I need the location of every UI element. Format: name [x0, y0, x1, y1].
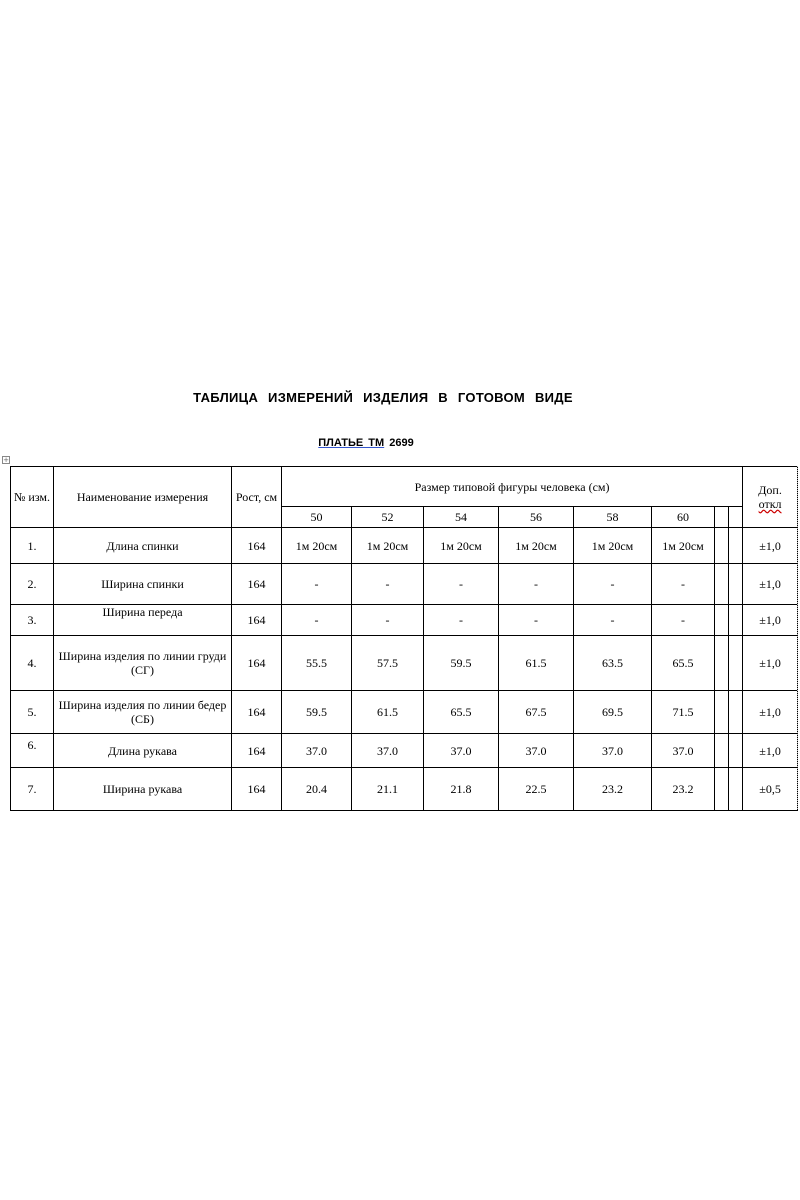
- product-number: 2699: [389, 437, 414, 449]
- empty-cell: [729, 564, 743, 605]
- row-value-cell: 37.0: [424, 734, 499, 768]
- row-value-cell: -: [652, 605, 715, 636]
- row-num-cell: 1.: [11, 528, 54, 564]
- row-value-cell: 67.5: [499, 691, 574, 734]
- row-value-cell: 59.5: [282, 691, 352, 734]
- row-name-cell: Ширина переда: [54, 605, 232, 636]
- row-value-cell: 37.0: [499, 734, 574, 768]
- row-value-cell: 22.5: [499, 768, 574, 811]
- row-value-cell: -: [282, 605, 352, 636]
- table-header-row: [11, 467, 798, 507]
- row-value-cell: 59.5: [424, 636, 499, 691]
- row-value-cell: -: [424, 564, 499, 605]
- table-row: [11, 605, 798, 636]
- row-name-cell: Длина спинки: [54, 528, 232, 564]
- row-name-cell: Ширина изделия по линии груди (СГ): [54, 636, 232, 691]
- header-tolerance-line2: откл: [758, 497, 782, 511]
- size-header-cell: 52: [352, 507, 424, 528]
- table-row: [11, 768, 798, 811]
- header-tolerance-line1: Доп.: [758, 483, 782, 497]
- row-value-cell: 63.5: [574, 636, 652, 691]
- row-tolerance-cell: ±0,5: [743, 768, 798, 811]
- row-tolerance-cell: ±1,0: [743, 564, 798, 605]
- row-value-cell: 21.8: [424, 768, 499, 811]
- row-name-cell: Ширина спинки: [54, 564, 232, 605]
- row-value-cell: 65.5: [652, 636, 715, 691]
- header-num: № изм.: [11, 467, 54, 528]
- row-value-cell: -: [574, 605, 652, 636]
- empty-size-cell: [729, 507, 743, 528]
- empty-cell: [715, 636, 729, 691]
- empty-size-cell: [715, 507, 729, 528]
- row-height-cell: 164: [232, 768, 282, 811]
- row-value-cell: 1м 20см: [282, 528, 352, 564]
- empty-cell: [715, 528, 729, 564]
- row-value-cell: 57.5: [352, 636, 424, 691]
- table-move-handle-icon[interactable]: +: [3, 456, 9, 464]
- table-row: [11, 691, 798, 734]
- row-tolerance-cell: ±1,0: [743, 636, 798, 691]
- row-value-cell: 37.0: [574, 734, 652, 768]
- empty-cell: [729, 691, 743, 734]
- row-value-cell: 1м 20см: [652, 528, 715, 564]
- size-header-cell: 50: [282, 507, 352, 528]
- header-size-group: Размер типовой фигуры человека (см): [282, 467, 743, 507]
- size-header-cell: 54: [424, 507, 499, 528]
- size-header-cell: 56: [499, 507, 574, 528]
- document-title: ТАБЛИЦА ИЗМЕРЕНИЙ ИЗДЕЛИЯ В ГОТОВОМ ВИДЕ: [193, 390, 573, 405]
- empty-cell: [715, 768, 729, 811]
- empty-cell: [729, 636, 743, 691]
- row-height-cell: 164: [232, 734, 282, 768]
- table-body: [11, 528, 798, 811]
- row-value-cell: 65.5: [424, 691, 499, 734]
- row-num-cell: 5.: [11, 691, 54, 734]
- row-num-cell: 2.: [11, 564, 54, 605]
- row-value-cell: -: [282, 564, 352, 605]
- row-value-cell: 55.5: [282, 636, 352, 691]
- row-value-cell: -: [352, 564, 424, 605]
- row-value-cell: 71.5: [652, 691, 715, 734]
- measurement-table: [10, 466, 798, 811]
- row-tolerance-cell: ±1,0: [743, 691, 798, 734]
- empty-cell: [715, 605, 729, 636]
- row-value-cell: -: [499, 564, 574, 605]
- row-value-cell: -: [652, 564, 715, 605]
- row-name-cell: Ширина рукава: [54, 768, 232, 811]
- row-value-cell: 61.5: [352, 691, 424, 734]
- product-name: ПЛАТЬЕ ТМ: [318, 437, 385, 449]
- product-subtitle: [0, 437, 732, 449]
- row-value-cell: -: [424, 605, 499, 636]
- row-value-cell: -: [499, 605, 574, 636]
- row-value-cell: 23.2: [574, 768, 652, 811]
- row-name-cell: Ширина изделия по линии бедер (СБ): [54, 691, 232, 734]
- row-num-cell: 7.: [11, 768, 54, 811]
- row-value-cell: 1м 20см: [424, 528, 499, 564]
- row-height-cell: 164: [232, 564, 282, 605]
- row-name-cell: Длина рукава: [54, 734, 232, 768]
- row-value-cell: 37.0: [652, 734, 715, 768]
- row-value-cell: 20.4: [282, 768, 352, 811]
- row-value-cell: 21.1: [352, 768, 424, 811]
- row-value-cell: -: [574, 564, 652, 605]
- empty-cell: [729, 768, 743, 811]
- header-height: Рост, см: [232, 467, 282, 528]
- table-row: [11, 564, 798, 605]
- row-value-cell: 1м 20см: [499, 528, 574, 564]
- empty-cell: [715, 691, 729, 734]
- row-value-cell: -: [352, 605, 424, 636]
- row-num-cell: 6.: [11, 734, 54, 768]
- empty-cell: [715, 564, 729, 605]
- empty-cell: [729, 734, 743, 768]
- row-value-cell: 23.2: [652, 768, 715, 811]
- row-height-cell: 164: [232, 528, 282, 564]
- empty-cell: [729, 605, 743, 636]
- header-tolerance: [743, 467, 798, 528]
- table-row: [11, 734, 798, 768]
- table-row: [11, 636, 798, 691]
- row-height-cell: 164: [232, 691, 282, 734]
- row-tolerance-cell: ±1,0: [743, 528, 798, 564]
- row-height-cell: 164: [232, 605, 282, 636]
- row-value-cell: 61.5: [499, 636, 574, 691]
- empty-cell: [729, 528, 743, 564]
- empty-cell: [715, 734, 729, 768]
- row-tolerance-cell: ±1,0: [743, 605, 798, 636]
- row-num-cell: 4.: [11, 636, 54, 691]
- row-value-cell: 37.0: [282, 734, 352, 768]
- size-header-cell: 60: [652, 507, 715, 528]
- page-margin-guide: [797, 466, 798, 809]
- row-height-cell: 164: [232, 636, 282, 691]
- row-num-cell: 3.: [11, 605, 54, 636]
- row-value-cell: 69.5: [574, 691, 652, 734]
- size-header-cell: 58: [574, 507, 652, 528]
- row-value-cell: 1м 20см: [352, 528, 424, 564]
- row-value-cell: 37.0: [352, 734, 424, 768]
- table-row: [11, 528, 798, 564]
- row-tolerance-cell: ±1,0: [743, 734, 798, 768]
- header-name: Наименование измерения: [54, 467, 232, 528]
- row-value-cell: 1м 20см: [574, 528, 652, 564]
